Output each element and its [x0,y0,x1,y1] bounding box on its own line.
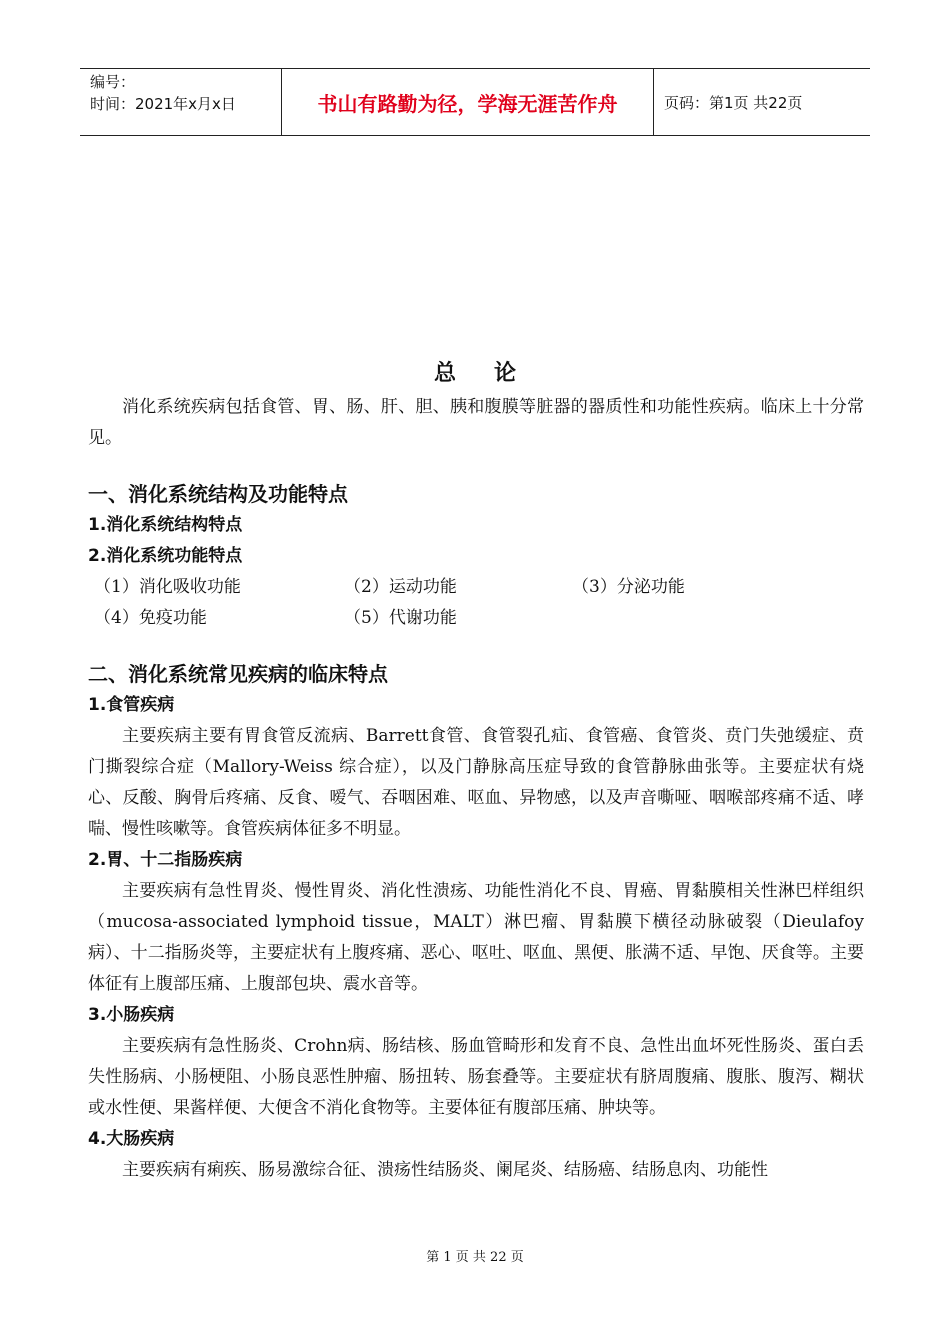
section1-heading: 一、消化系统结构及功能特点 [88,482,348,506]
section1-sub1: 1.消化系统结构特点 [88,515,243,535]
disease-title: 1.食管疾病 [88,695,175,715]
page-title: 总论 [433,361,554,386]
intro-paragraph: 消化系统疾病包括食管、胃、肠、肝、胆、胰和腹膜等脏器的器质性和功能性疾病。临床上十分常见。 [88,397,864,448]
section2-heading: 二、消化系统常见疾病的临床特点 [88,662,388,686]
function-item: （1）消化吸收功能 [94,577,241,597]
date-label: 时间：2021年x月x日 [90,95,236,113]
document-body [88,392,864,1186]
disease-title: 2.胃、十二指肠疾病 [88,850,243,870]
disease-title: 4.大肠疾病 [88,1129,175,1149]
function-item: （3）分泌功能 [572,577,685,597]
function-list [88,572,864,634]
disease-text: 主要疾病有急性肠炎、Crohn病、肠结核、肠血管畸形和发育不良、急性出血坏死性肠炎、蛋白丢失性肠病、小肠梗阻、小肠良恶性肿瘤、肠扭转、肠套叠等。主要症状有脐周腹痛、腹胀、腹泻、糊状或水性便、果酱样便、大便含不消化食物等。主要体征有腹部压痛、肿块等。 [88,1036,864,1118]
disease-text: 主要疾病有痢疾、肠易激综合征、溃疡性结肠炎、阑尾炎、结肠癌、结肠息肉、功能性 [122,1160,768,1180]
header-page-info: 页码：第1页 共22页 [664,93,803,112]
page-footer: 第 1 页 共 22 页 [426,1250,524,1265]
disease-text: 主要疾病主要有胃食管反流病、Barrett食管、食管裂孔疝、食管癌、食管炎、贲门失弛缓症、贲门撕裂综合症（Mallory-Weiss 综合症），以及门静脉高压症导致的食管静脉曲张等。主要症状有烧心、反酸、胸骨后疼痛、反食、嗳气、吞咽困难、呕血、异物感，以及声音嘶哑、咽喉部疼痛不适、哮喘、慢性咳嗽等。食管疾病体征多不明显。 [88,726,864,839]
function-item: （4）免疫功能 [94,608,207,628]
header-motto: 书山有路勤为径，学海无涯苦作舟 [282,69,654,135]
header-table [80,68,870,136]
disease-text: 主要疾病有急性胃炎、慢性胃炎、消化性溃疡、功能性消化不良、胃癌、胃黏膜相关性淋巴样组织（mucosa-associated lymphoid tissue，MALT）淋巴瘤、胃黏膜下横径动脉破裂（Dieulafoy病）、十二指肠炎等，主要症状有上腹疼痛、恶心、呕吐、呕血、黑便、胀满不适、早饱、厌食等。主要体征有上腹部压痛、上腹部包块、震水音等。 [88,881,864,994]
header-left-cell [80,69,282,135]
function-item: （2）运动功能 [344,577,457,597]
disease-title: 3.小肠疾病 [88,1005,175,1025]
section1-sub2: 2.消化系统功能特点 [88,546,243,566]
code-label: 编号： [90,73,136,91]
function-item: （5）代谢功能 [344,608,457,628]
